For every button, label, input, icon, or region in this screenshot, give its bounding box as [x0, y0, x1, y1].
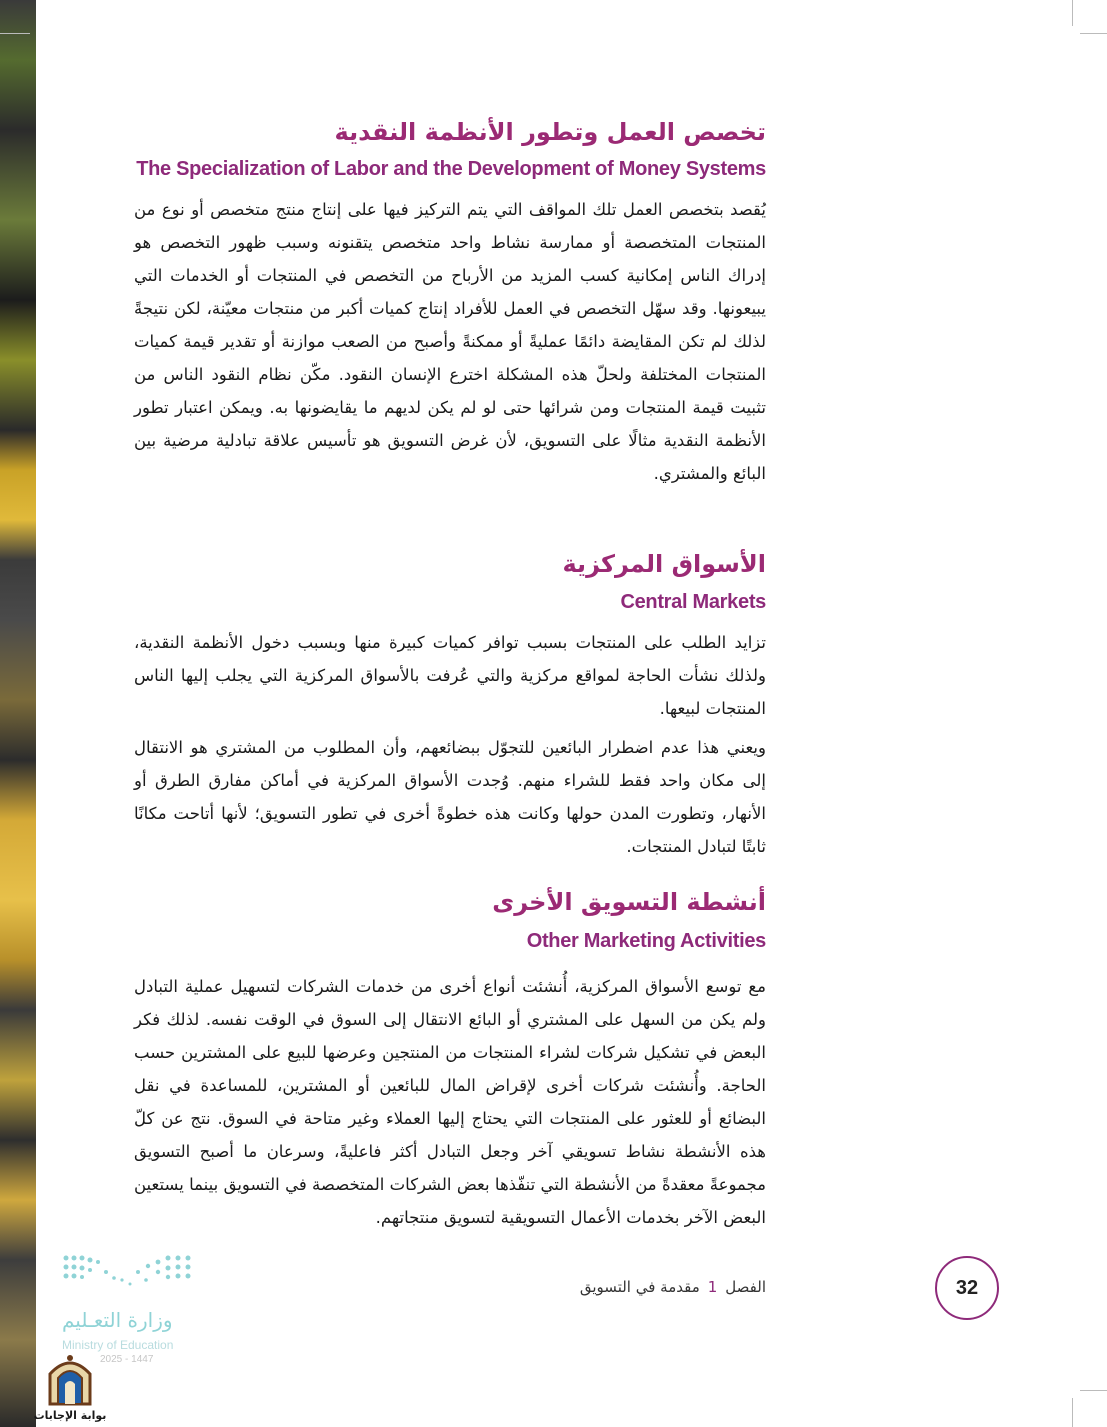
section2-paragraph-2: ويعني هذا عدم اضطرار البائعين للتجوّل ببضائعهم، وأن المطلوب من المشتري هو الانتقال إلى مكان واحد فقط للشراء منهم. وُجدت الأسواق المركزية في أماكن مفارق الطرق أو الأنهار، وتطورت المدن حولها وكانت هذه خطوةً أخرى في تطور التسويق؛ لأنها أتاحت مكانًا ثابتًا لتبادل المنتجات.	[134, 738, 766, 856]
crop-mark-bottom-right-v	[1072, 1398, 1073, 1427]
chapter-number: 1	[707, 1278, 718, 1296]
section2-paragraph-1: تزايد الطلب على المنتجات بسبب توافر كميات كبيرة منها وبسبب دخول الأنظمة النقدية، ولذلك نشأت الحاجة لمواقع مركزية والتي عُرفت بالأسواق المركزية التي يجلب إليها الناس المنتجات لبيعها.	[134, 633, 766, 718]
section3-paragraph: مع توسع الأسواق المركزية، أُنشئت أنواع أخرى من خدمات الشركات لتسهيل عملية التبادل ولم يكن من السهل على المشتري أو البائع الانتقال إلى السوق في الوقت نفسه. لذلك فكر البعض في تشكيل شركات لشراء المنتجات من المنتجين وعرضها للبيع على المشترين حسب الحاجة. وأُنشئت شركات أخرى لإقراض المال للبائعين أو المشترين، للمساعدة في نقل البضائع أو للعثور على المنتجات التي يحتاج إليها العملاء وغير متاحة في السوق. نتج عن كلّ هذه الأنشطة نشاط تسويقي آخر وجعل التبادل أكثر فاعليةً، وسرعان ما أصبح التسويق مجموعةً معقدةً من الأنشطة التي تنفّذها بعض الشركات المتخصصة في التسويق بينما يستعين البعض الآخر بخدمات الأعمال التسويقية لتسويق منتجاتهم.	[134, 977, 766, 1227]
side-photo-strip	[0, 0, 36, 1427]
answers-portal-label: بوابة الإجابات	[33, 1409, 107, 1422]
ministry-name-ar: وزارة التعـليم	[62, 1308, 173, 1332]
ministry-logo	[60, 1250, 210, 1365]
crop-mark-bottom-right-h	[1080, 1390, 1107, 1391]
section1-title-en: The Specialization of Labor and the Development of Money Systems	[136, 158, 766, 180]
crop-mark-top-left	[0, 33, 30, 34]
section3-title-en: Other Marketing Activities	[526, 930, 766, 952]
section1-paragraph: يُقصد بتخصص العمل تلك المواقف التي يتم التركيز فيها على إنتاج منتج متخصص أو نوع من المنتجات المتخصصة أو ممارسة نشاط واحد متخصص يتقنونه وسبب ظهور التخصص هو إدراك الناس إمكانية كسب المزيد من الأرباح من التخصص في المنتجات أو الخدمات التي يبيعونها. وقد سهّل التخصص في العمل للأفراد إنتاج كميات أكبر من منتجات معيّنة، لكن نتيجةً لذلك لم تكن المقايضة دائمًا عمليةً أو ممكنةً وأصبح من الصعب موازنة أو تقدير قيمة كميات المنتجات المختلفة ولحلّ هذه المشكلة اخترع الإنسان النقود. مكّن نظام النقود الناس من تثبيت قيمة المنتجات ومن شرائها حتى لو لم يكن لديهم ما يقايضونها به. ويمكن اعتبار تطور الأنظمة النقدية مثالًا على التسويق، لأن غرض التسويق هو تأسيس علاقة تبادلية مرضية بين البائع والمشتري.	[134, 200, 766, 483]
answers-portal-badge[interactable]	[30, 1350, 110, 1422]
section2-title-ar: الأسواق المركزية	[562, 550, 766, 578]
ministry-dots-icon	[60, 1250, 200, 1300]
crop-mark-top-right-v	[1072, 0, 1073, 26]
page-number: 32	[935, 1256, 999, 1320]
chapter-title: مقدمة في التسويق	[579, 1278, 700, 1296]
ministry-year: 2025 - 1447	[100, 1354, 154, 1365]
chapter-footer	[580, 1278, 766, 1296]
ministry-name-en: Ministry of Education	[62, 1338, 174, 1352]
crop-mark-top-right-h	[1080, 33, 1107, 34]
chapter-label: الفصل	[725, 1278, 766, 1296]
section1-title-ar: تخصص العمل وتطور الأنظمة النقدية	[334, 118, 766, 146]
section3-title-ar: أنشطة التسويق الأخرى	[492, 888, 766, 916]
gate-icon	[30, 1350, 110, 1406]
section2-title-en: Central Markets	[620, 591, 766, 613]
